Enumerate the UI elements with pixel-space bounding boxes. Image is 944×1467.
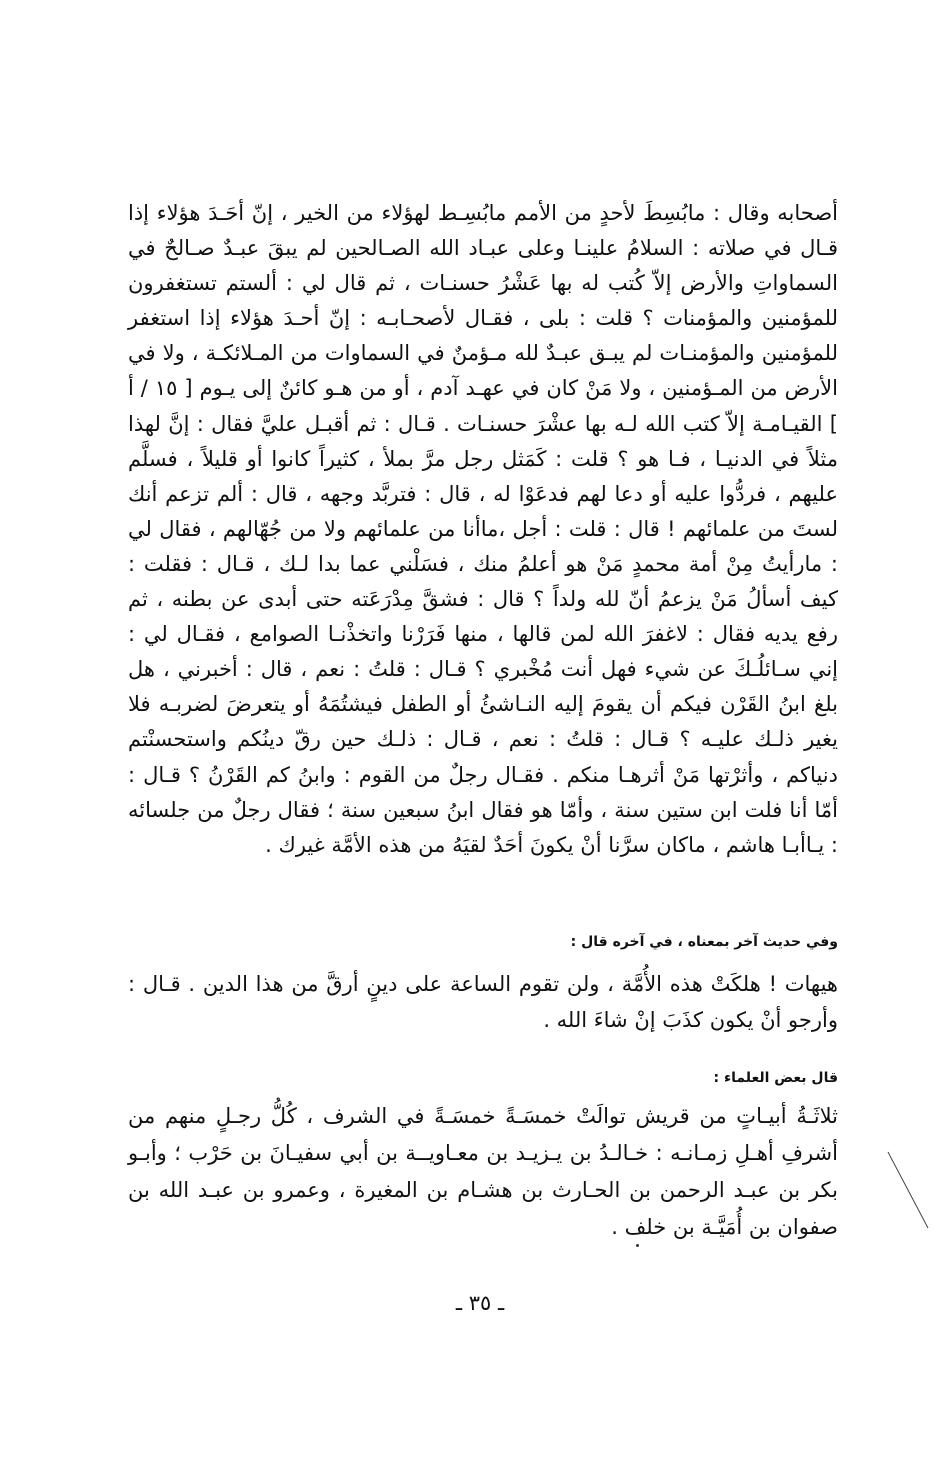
- section-heading-1: وفي حديث آخر بمعناه ، في آخره قال :: [570, 934, 838, 950]
- section-heading-2: قال بعض العلماء :: [713, 1070, 838, 1086]
- scan-speck: [636, 1244, 639, 1247]
- scan-line-mark: [886, 1150, 930, 1230]
- body-paragraph-2: هيهات ! هلكَتْ هذه الأُمَّة ، ولن تقوم الساعة على دينٍ أرقَّ من هذا الدين . قـال : وأرجو أنْ يكون كذَبَ إنْ شاءَ الله .: [128, 972, 838, 1032]
- body-paragraph-1: أصحابه وقال : مابُسِطَ لأحدٍ من الأمم مابُسِـط لهؤلاء من الخير ، إنّ أحَـدَ هؤلاء إذا قـال في صلاته : السلامُ علينـا وعلى عبـاد الله الصـالحين لم يبقَ عبـدٌ صـالحٌ في السماواتِ والأرض إلاّ كُتب له بها عَشْرُ حسنـات ، ثم قال لي : ألستم تستغفرون للمؤمنين والمؤمنات ؟ قلت : بلى ، فقـال لأصحـابـه : إنّ أحـدَ هؤلاء إذا استغفر للمؤمنين والمؤمنـات لم يبـق عبـدٌ لله مـؤمنٌ في السماوات من المـلائكـة ، ولا في الأرض من المـؤمنين ، ولا مَنْ كان في عهـد آدم ، أو من هـو كائنٌ إلى يـوم [ ١٥ / أ ] القيـامـة إلاّ كتب الله لـه بها عشْرَ حسنـات . قـال : ثم أقبـل عليَّ فقال : إنَّ لهذا مثلاً في الدنيـا ، فـا هو ؟ قلت : كَمَثل رجل مرَّ بملأ ، كثيراً كانوا أو قليلاً ، فسلَّم عليهم ، فردُّوا عليه أو دعا لهم فدعَوْا له ، قال : فتربَّد وجهه ، قال : ألم تزعم أنك لستَ من علمائهم ! قال : قلت : أجل ،ماأنا من علمائهم ولا من جُهّالهم ، فقال لي : مارأيتُ مِنْ أمة محمدٍ مَنْ هو أعلمُ منك ، فسَلْني عما بدا لـك ، قـال : فقلت : كيف أسألُ مَنْ يزعمُ أنّ لله ولداً ؟ قال : فشقَّ مِدْرَعَته حتى أبدى عن بطنه ، ثم رفع يديه فقال : لاغفرَ الله لمن قالها ، منها فَرَرْنا واتخذْنـا الصوامع ، فقـال لي : إني سـائلُـكَ عن شيء فهل أنت مُخْبري ؟ قـال : قلتُ : نعم ، قال : أخبرني ، هل بلغ ابنُ القَرْن فيكم أن يقومَ إليه النـاشئُ أو الطفل فيشتُمَهُ أو يتعرضَ لضربـه فلا يغير ذلـك عليـه ؟ قـال : قلتُ : نعم ، قـال : ذلـك حين رقّ دينُكم واستحسنْتم دنياكم ، وأثرْتها مَنْ أثرهـا منكم . فقـال رجلٌ من القوم : وابنُ كم القَرْنُ ؟ قـال : أمّا أنا فلت ابن ستين سنة ، وأمّا هو فقال ابنُ سبعين سنة ؛ فقال رجلٌ من جلسائه : يـاأبـا هاشم ، ماكان سرَّنا أنْ يكونَ أحَدٌ لقيَهُ من هذه الأمَّة غيرك .: [128, 201, 838, 857]
- body-paragraph-3: ثلاثَـةُ أبيـاتٍ من قريش توالَتْ خمسَـةً خمسَـةً في الشرف ، كُلُّ رجـلٍ منهم من أشرفِ أهـلِ زمـانـه : خـالـدُ بن يـزيـد بن معـاويــة بن أبي سفيـانَ بن حَرْب ؛ وأبـو بكر بن عبـد الرحمن بن الحـارث بن هشـام بن المغيرة ، وعمرو بن عبـد الله بن صفوان بن أُمَيَّـة بن خلف .: [128, 1104, 838, 1239]
- page-number: ـ ٣٥ ـ: [455, 1291, 505, 1315]
